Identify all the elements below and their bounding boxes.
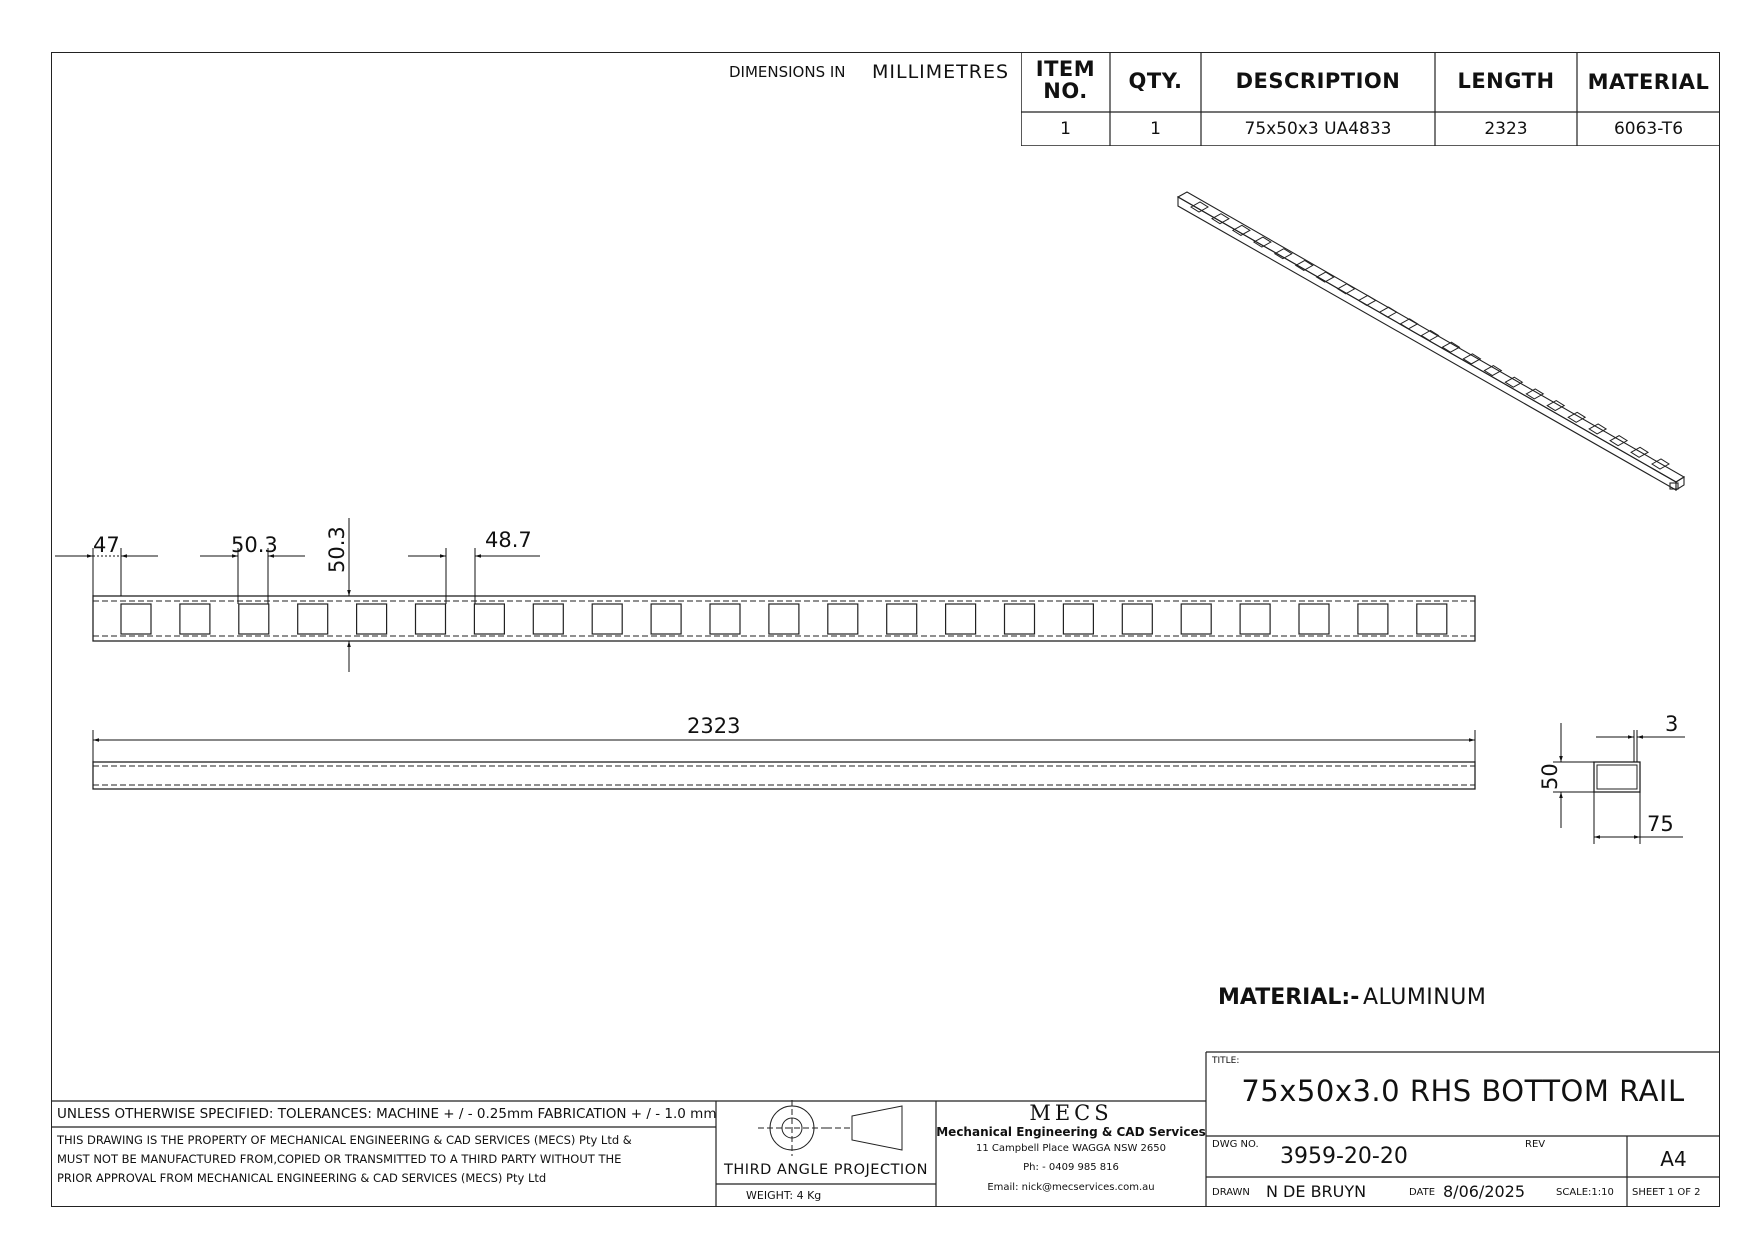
rail-hole [887, 604, 917, 634]
rail-hole [416, 604, 446, 634]
iso-hole [1422, 331, 1439, 341]
sheet-size: A4 [1660, 1147, 1687, 1171]
tolerances-note: UNLESS OTHERWISE SPECIFIED: TOLERANCES: MACHINE + / - 0.25mm FABRICATION + / - 1.0 mm [57, 1106, 717, 1122]
property-note-line3: PRIOR APPROVAL FROM MECHANICAL ENGINEERING & CAD SERVICES (MECS) Pty Ltd [57, 1171, 547, 1185]
bom-header-qty: QTY. [1128, 69, 1183, 93]
rail-hole [1299, 604, 1329, 634]
rail-hole [1181, 604, 1211, 634]
company-logo: MECS [1029, 1101, 1113, 1125]
dim-hole-width-text: 50.3 [231, 533, 278, 557]
rail-hole [946, 604, 976, 634]
rail-hole [1417, 604, 1447, 634]
weight-label: WEIGHT: 4 Kg [746, 1189, 822, 1202]
property-note-line1: THIS DRAWING IS THE PROPERTY OF MECHANICAL ENGINEERING & CAD SERVICES (MECS) Pty Ltd & [57, 1133, 632, 1147]
rail-hole [710, 604, 740, 634]
rail-hole [769, 604, 799, 634]
dim-section-wall-text: 3 [1665, 712, 1679, 736]
rail-hole [239, 604, 269, 634]
property-note-line2: MUST NOT BE MANUFACTURED FROM,COPIED OR TRANSMITTED TO A THIRD PARTY WITHOUT THE [57, 1152, 622, 1166]
dim-section-height-text: 50 [1538, 763, 1562, 790]
iso-hole [1191, 202, 1208, 212]
iso-hole [1610, 436, 1627, 446]
dimensions-label: DIMENSIONS IN [729, 63, 846, 81]
bom-cell-description: 75x50x3 UA4833 [1244, 119, 1392, 139]
bom-cell-qty: 1 [1150, 119, 1161, 139]
isometric-view [1178, 192, 1684, 490]
title-label: TITLE: [1212, 1056, 1240, 1066]
dim-rail-height-text: 50.3 [325, 526, 349, 573]
rail-hole [1063, 604, 1093, 634]
dim-overall-length-text: 2323 [687, 714, 741, 738]
iso-hole [1359, 295, 1376, 305]
iso-hole [1338, 284, 1355, 294]
rail-hole [592, 604, 622, 634]
rail-hole [651, 604, 681, 634]
dimensions-unit: MILLIMETRES [872, 61, 1010, 83]
rail-hole [121, 604, 151, 634]
rail-hole [1358, 604, 1388, 634]
material-value: ALUMINUM [1363, 985, 1487, 1010]
drawing-title: 75x50x3.0 RHS BOTTOM RAIL [1241, 1074, 1685, 1108]
dim-end-offset-text: 47 [93, 533, 120, 557]
company-full-name: Mechanical Engineering & CAD Services [936, 1125, 1206, 1139]
company-phone: Ph: - 0409 985 816 [1023, 1162, 1119, 1173]
rail-top-view [93, 596, 1475, 641]
rail-hole [828, 604, 858, 634]
rail-hole [474, 604, 504, 634]
bom-header-material: MATERIAL [1587, 70, 1710, 94]
company-email: Email: nick@mecservices.com.au [987, 1182, 1155, 1193]
projection-label: THIRD ANGLE PROJECTION [724, 1162, 928, 1178]
drawing-date: 8/06/2025 [1443, 1182, 1526, 1201]
iso-hole [1317, 272, 1334, 282]
bom-header-length: LENGTH [1457, 69, 1555, 93]
rail-hole [1005, 604, 1035, 634]
rev-label: REV [1525, 1139, 1546, 1150]
bom-cell-material: 6063-T6 [1613, 119, 1684, 139]
bom-cell-length: 2323 [1484, 119, 1528, 139]
rail-holes [121, 604, 1447, 634]
dim-section-width-text: 75 [1647, 812, 1674, 836]
rail-section-view [1594, 762, 1640, 792]
rail-hole [533, 604, 563, 634]
drawing-scale: SCALE:1:10 [1556, 1187, 1614, 1198]
dwg-no-label: DWG NO. [1212, 1139, 1259, 1150]
iso-hole [1631, 447, 1648, 457]
dim-overall-length [93, 730, 1475, 762]
iso-hole [1568, 412, 1585, 422]
material-label: MATERIAL:- [1218, 985, 1360, 1010]
isometric-holes [1191, 202, 1669, 469]
iso-hole [1589, 424, 1606, 434]
company-address: 11 Campbell Place WAGGA NSW 2650 [976, 1143, 1166, 1154]
iso-hole [1401, 319, 1418, 329]
iso-hole [1380, 307, 1397, 317]
date-label: DATE [1409, 1187, 1436, 1198]
rail-hole [298, 604, 328, 634]
rail-hole [180, 604, 210, 634]
dim-hole-spacing-text: 48.7 [485, 528, 532, 552]
bom-cell-item: 1 [1060, 119, 1071, 139]
rail-hole [357, 604, 387, 634]
dwg-no: 3959-20-20 [1280, 1144, 1408, 1169]
iso-hole [1547, 401, 1564, 411]
projection-symbol [758, 1100, 902, 1156]
bom-header-description: DESCRIPTION [1235, 69, 1401, 93]
bom-header-item-no: ITEM NO. [1035, 57, 1096, 103]
sheet-number: SHEET 1 OF 2 [1632, 1187, 1701, 1198]
drawn-label: DRAWN [1212, 1187, 1250, 1198]
drawn-by: N DE BRUYN [1266, 1182, 1367, 1201]
rail-hole [1122, 604, 1152, 634]
rail-side-view [93, 762, 1475, 789]
rail-hole [1240, 604, 1270, 634]
